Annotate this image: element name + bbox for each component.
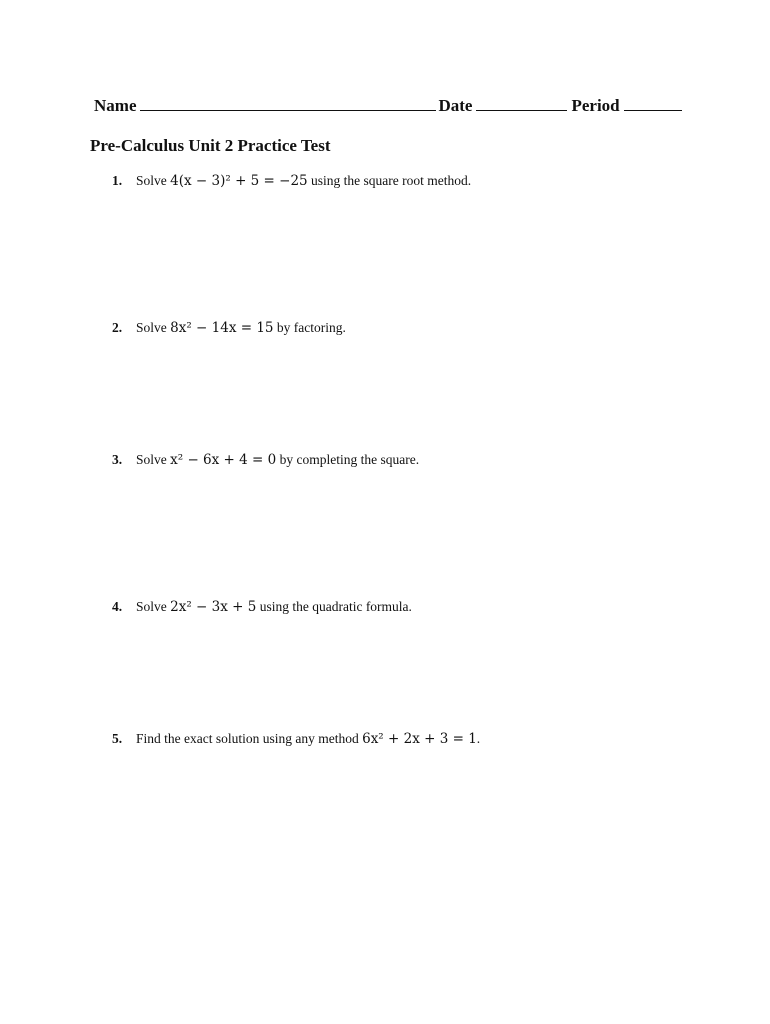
question-expression: 2x² − 3x + 5 — [170, 599, 257, 615]
question-item — [112, 731, 480, 747]
question-number: 2. — [112, 320, 123, 335]
question-number: 5. — [112, 731, 123, 746]
question-suffix: . — [476, 731, 481, 746]
question-expression: 8x² − 14x = 15 — [170, 320, 274, 336]
page-title: Pre-Calculus Unit 2 Practice Test — [90, 136, 331, 155]
name-label: Name — [94, 96, 137, 115]
question-prefix: Solve — [136, 599, 171, 614]
name-blank[interactable] — [140, 96, 436, 111]
question-item — [112, 320, 346, 336]
question-item — [112, 599, 412, 615]
question-expression: x² − 6x + 4 = 0 — [170, 452, 277, 468]
question-number: 1. — [112, 173, 123, 188]
period-blank[interactable] — [624, 96, 682, 111]
question-prefix: Solve — [136, 452, 171, 467]
question-suffix: using the quadratic formula. — [256, 599, 412, 614]
question-expression: 6x² + 2x + 3 = 1 — [362, 731, 477, 747]
question-suffix: using the square root method. — [307, 173, 472, 188]
question-expression: 4(x − 3)² + 5 = −25 — [170, 173, 308, 189]
question-suffix: by factoring. — [273, 320, 346, 335]
question-prefix: Solve — [136, 173, 171, 188]
question-number: 4. — [112, 599, 123, 614]
period-label: Period — [571, 96, 620, 115]
question-number: 3. — [112, 452, 123, 467]
student-info-header — [94, 96, 684, 116]
question-suffix: by completing the square. — [276, 452, 420, 467]
question-item — [112, 173, 471, 189]
question-item — [112, 452, 419, 468]
question-prefix: Solve — [136, 320, 171, 335]
question-prefix: Find the exact solution using any method — [136, 731, 363, 746]
date-blank[interactable] — [476, 96, 567, 111]
date-label: Date — [438, 96, 473, 115]
